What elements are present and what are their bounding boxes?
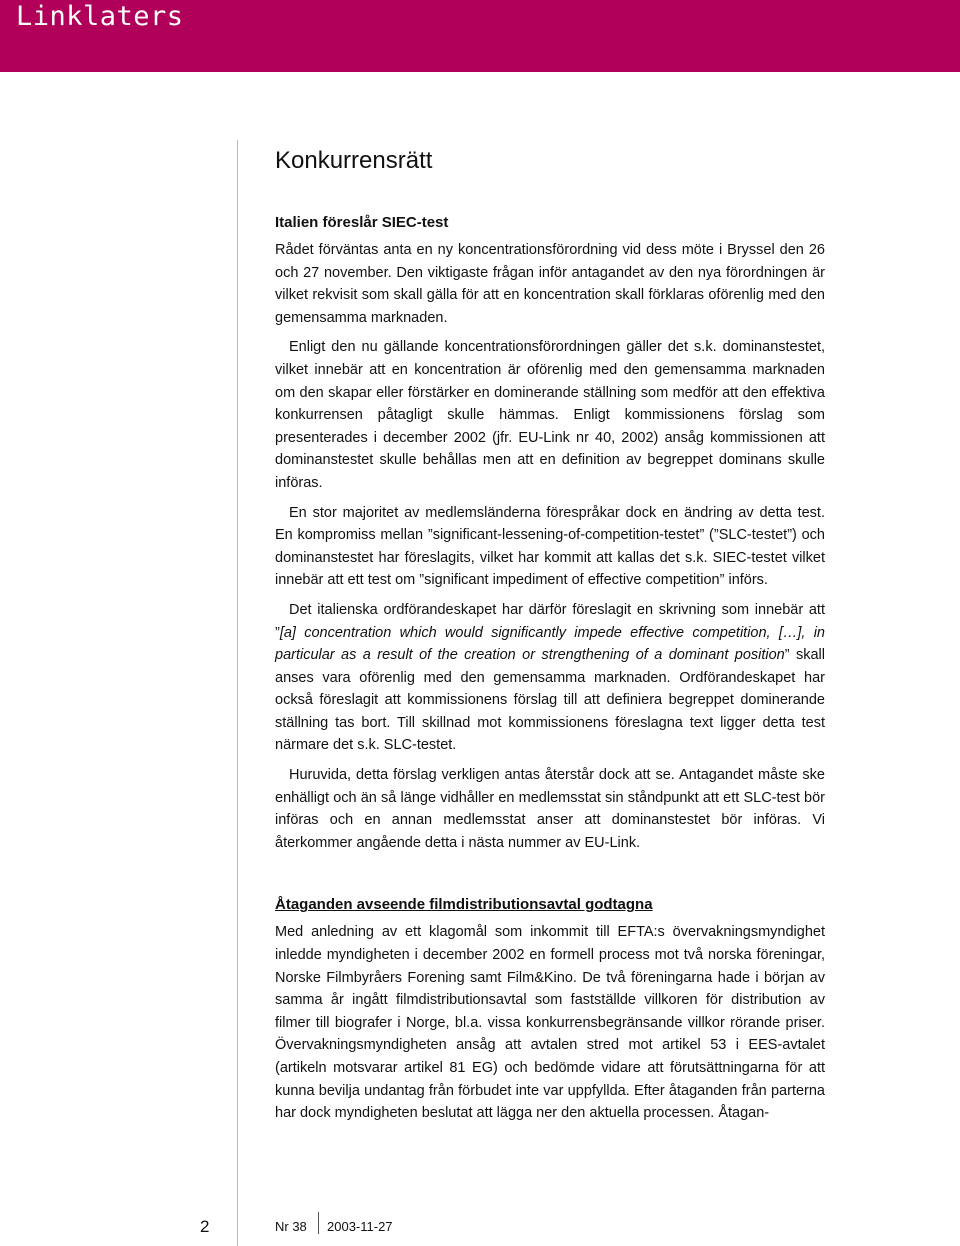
article-heading: Italien föreslår SIEC-test	[275, 214, 449, 231]
article-paragraph	[275, 599, 825, 757]
article-heading: Åtaganden avseende filmdistributionsavtal godtagna	[275, 896, 653, 914]
main-content	[275, 140, 825, 1125]
issue-number: Nr 38	[275, 1219, 307, 1234]
issue-date: 2003-11-27	[327, 1219, 393, 1234]
paragraph-text: ” skall anses vara oförenlig med den gemensamma marknaden. Ordförandeskapet har också föreslagit att kommissionens förslag till att definiera begreppet dominerande ställning tas bort. Till skillnad mot kommissionens föreslagna text ligger detta test närmare det s.k. SLC-testet.	[275, 647, 825, 754]
article-paragraph: Huruvida, detta förslag verkligen antas återstår dock att se. Antagandet måste ske enhälligt och än så länge vidhåller en medlemsstat sin ståndpunkt att ett SLC-test bör införas och en annan medlemsstat anser att dominanstestet bör införas. Vi återkommer angående detta i nästa nummer av EU-Link.	[275, 767, 825, 851]
page-number: 2	[200, 1217, 210, 1236]
article-paragraph: Enligt den nu gällande koncentrationsförordningen gäller det s.k. dominanstestet, vilket innebär att en koncentration är oförenlig med den gemensamma marknaden om den skapar eller förstärker en dominerande ställning som medför att den effektiva konkurrensen påtagligt skulle hämmas. Enligt kommissionens förslag som presenterades i december 2002 (jfr. EU-Link nr 40, 2002) ansåg kommissionen att dominanstestet skulle behållas men att en definition av begreppet dominans skulle införas.	[275, 339, 825, 491]
footer-divider	[318, 1212, 319, 1234]
article-siec	[275, 212, 825, 854]
header-bar	[0, 0, 960, 72]
section-title: Konkurrensrätt	[275, 147, 433, 174]
article-film	[275, 894, 825, 1124]
paragraph-text: Det italienska ordförandeskapet har därför föreslagit en skrivning som innebär att ”	[275, 601, 825, 641]
article-paragraph: Med anledning av ett klagomål som inkommit till EFTA:s övervakningsmyndighet inledde myndigheten i december 2002 en formell process mot två norska föreningar, Norske Filmbyråers Forening samt Film&Kino. De två föreningarna hade i början av samma år ingått filmdistributionsavtal som fastställde villkoren för distribution av filmer till biografer i Norge, bl.a. vissa konkurrensbegränsande villkor rörande priser. Övervakningsmyndigheten ansåg att avtalen stred mot artikel 53 i EES-avtalet (artikeln motsvarar artikel 81 EG) och bedömde vidare att förutsättningarna för att kunna bevilja undantag från förbudet inte var uppfyllda. Efter åtaganden från parterna har dock myndigheten beslutat att lägga ner den aktuella processen. Åtagan-	[275, 924, 825, 1122]
footer-rule	[237, 1208, 238, 1246]
brand-logo-text: Linklaters	[16, 1, 184, 32]
article-paragraph: Rådet förväntas anta en ny koncentrationsförordning vid dess möte i Bryssel den 26 och 27 november. Den viktigaste frågan inför antagandet av den nya förordningen är vilket rekvisit som skall gälla för att en koncentration skall förklaras oförenlig med den gemensamma marknaden.	[275, 242, 825, 326]
quoted-text: [a] concentration which would significantly impede effective competition, […], in particular as a result of the creation or strengthening of a dominant position	[275, 624, 825, 664]
article-paragraph: En stor majoritet av medlemsländerna förespråkar dock en ändring av detta test. En kompromiss mellan ”significant-lessening-of-competition-testet” (”SLC-testet”) och dominanstestet har föreslagits, vilket har kommit att kallas det s.k. SIEC-testet vilket innebär att ett test om ”significant impediment of effective competition” införs.	[275, 504, 825, 589]
margin-rule	[237, 140, 238, 1246]
